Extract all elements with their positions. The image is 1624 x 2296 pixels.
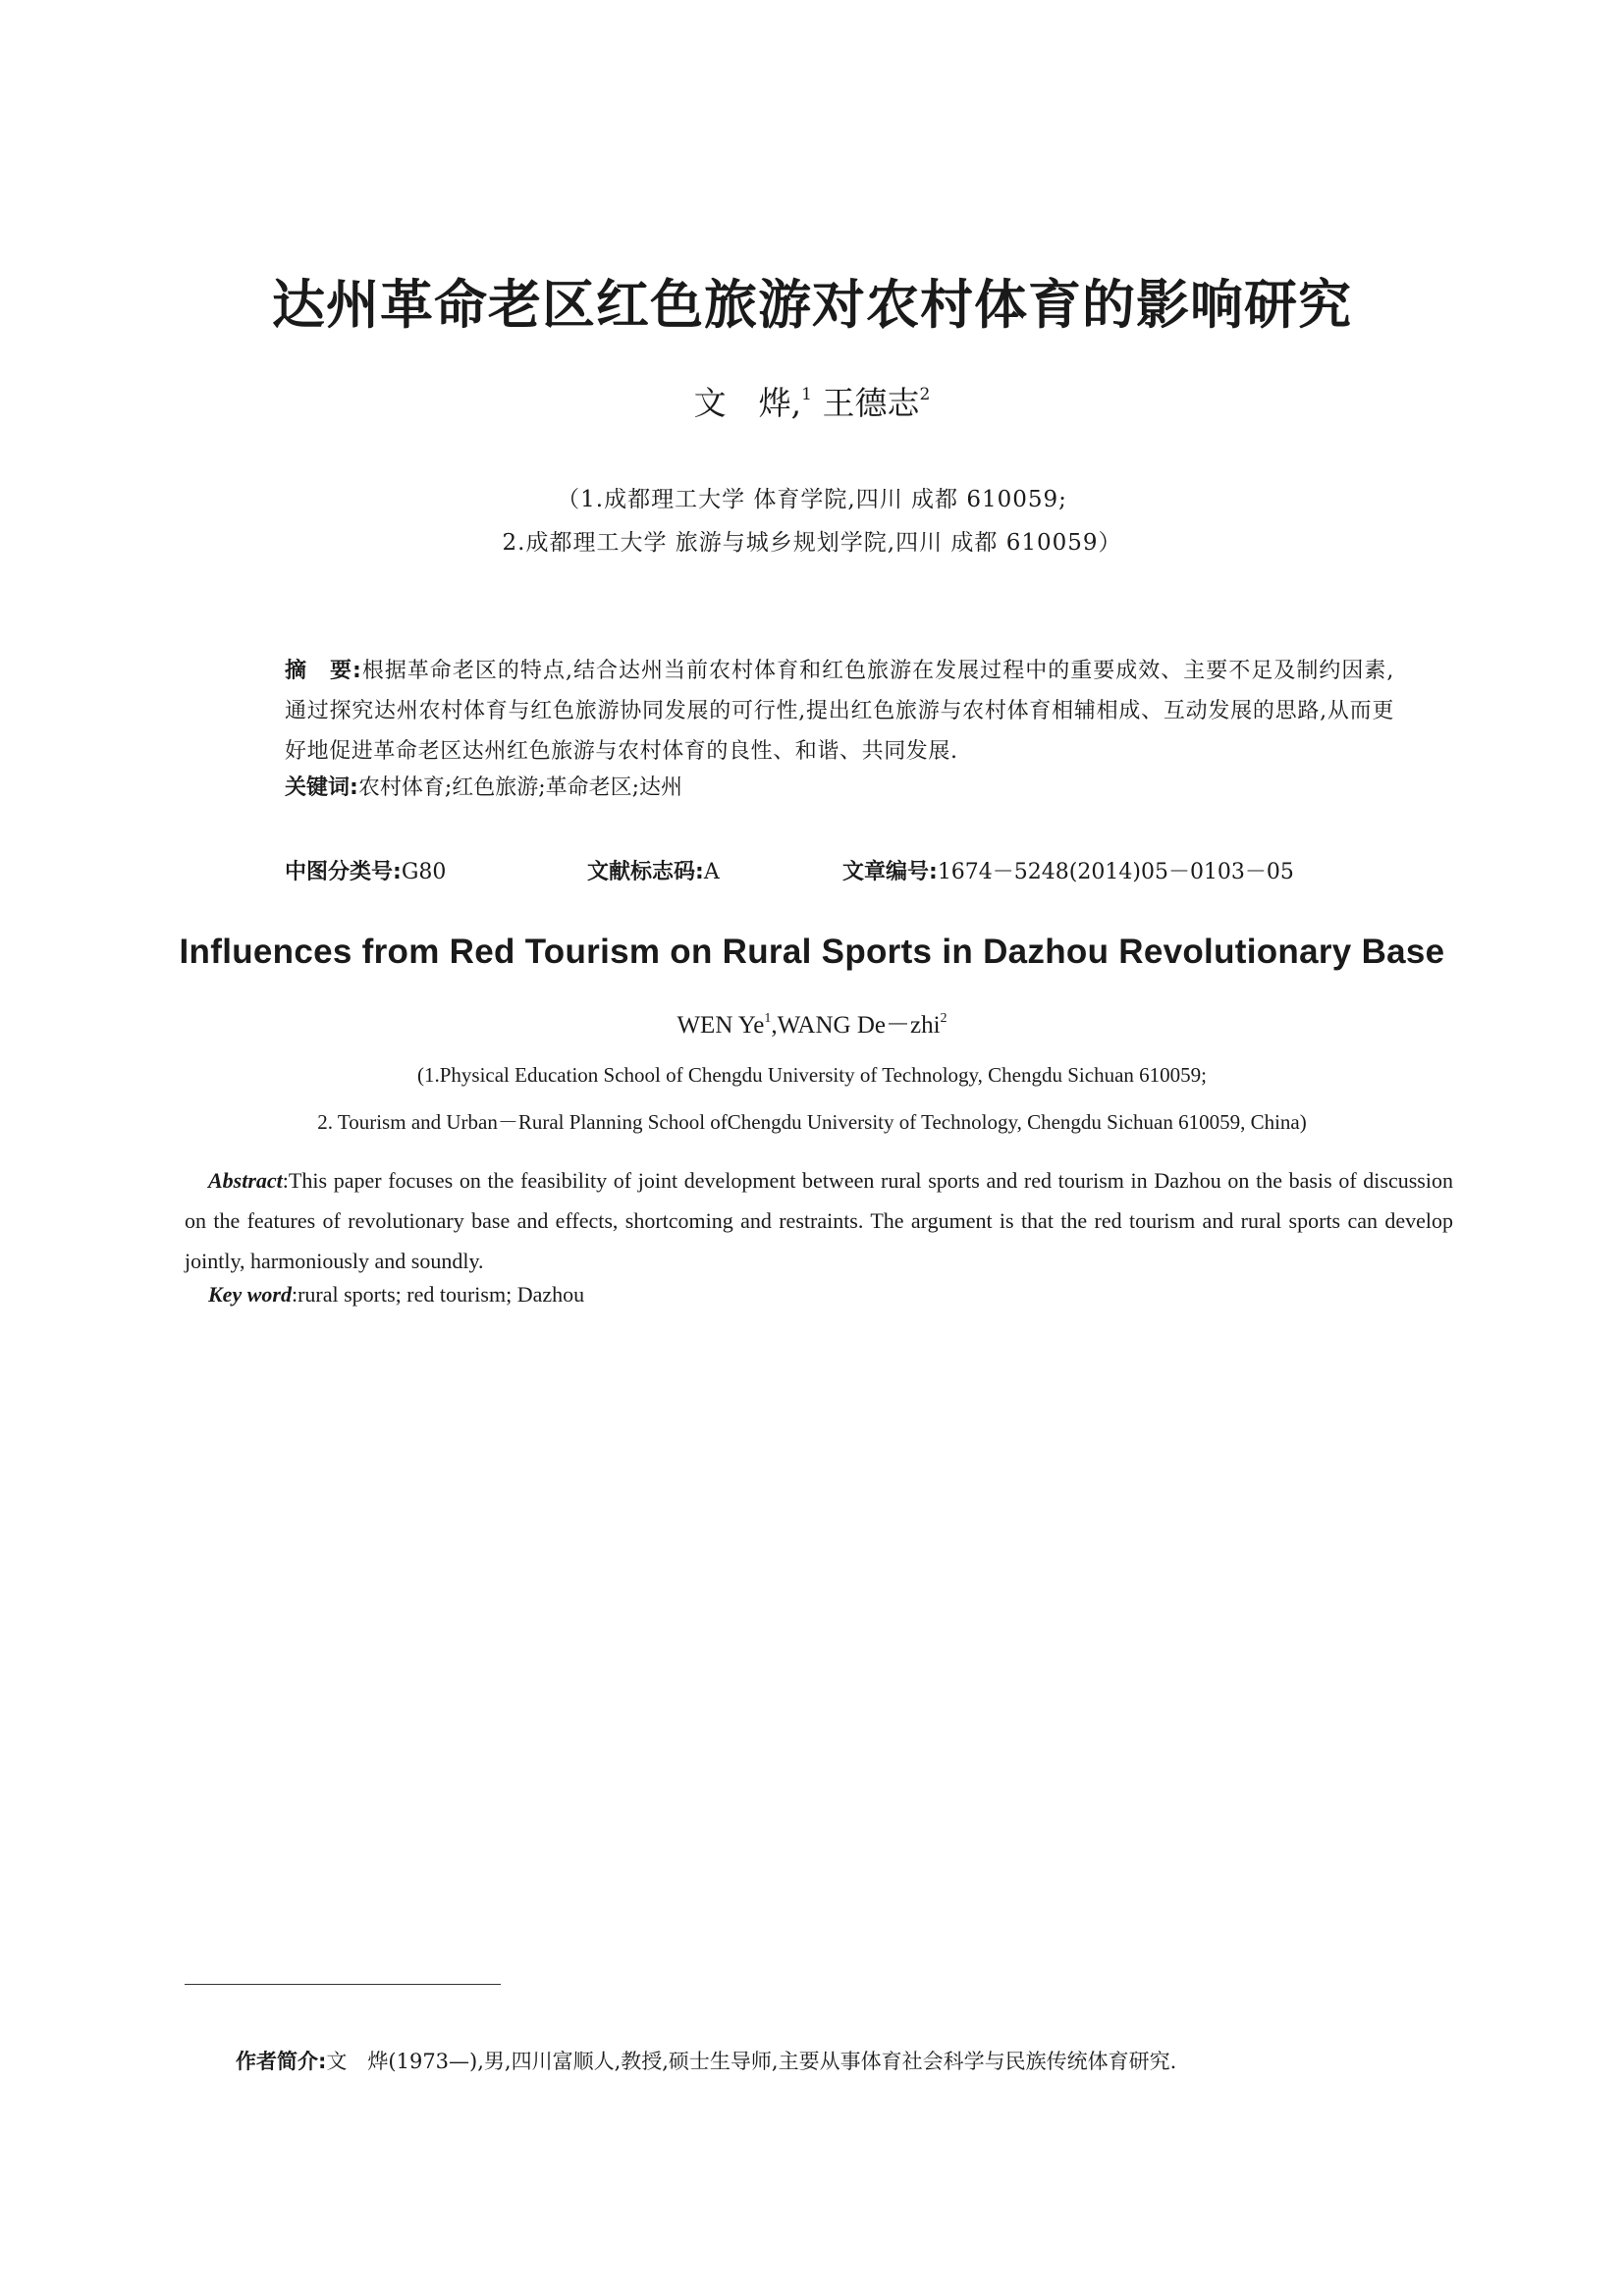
english-affiliation-2: 2. Tourism and Urban－Rural Planning School ofChengdu University of Technology, Chengdu Sichuan 610059, China) bbox=[317, 1110, 1307, 1134]
chinese-title: 达州革命老区红色旅游对农村体育的影响研究 bbox=[272, 273, 1352, 336]
chinese-keywords-label: 关键词: bbox=[285, 775, 358, 800]
english-keywords-text: :rural sports; red tourism; Dazhou bbox=[291, 1282, 585, 1307]
chinese-author-2: 王德志 bbox=[812, 384, 920, 422]
author-1-affiliation-mark: 1 bbox=[801, 385, 812, 404]
article-number-value: 1674－5248(2014)05－0103－05 bbox=[937, 860, 1294, 884]
chinese-affiliation-1: （1.成都理工大学 体育学院,四川 成都 610059; bbox=[557, 487, 1067, 512]
english-author-1-mark: 1 bbox=[764, 1011, 772, 1026]
chinese-abstract-text: 根据革命老区的特点,结合达州当前农村体育和红色旅游在发展过程中的重要成效、主要不足及制约因素,通过探究达州农村体育与红色旅游协同发展的可行性,提出红色旅游与农村体育相辅相成、互动发展的思路,从而更好地促进革命老区达州红色旅游与农村体育的良性、和谐、共同发展. bbox=[285, 659, 1394, 764]
chinese-abstract-label: 摘 要: bbox=[285, 659, 362, 683]
chinese-keywords-text: 农村体育;红色旅游;革命老区;达州 bbox=[357, 775, 683, 800]
document-code-value: A bbox=[703, 860, 720, 884]
author-footnote bbox=[236, 2046, 1176, 2075]
english-author-1: WEN Ye bbox=[677, 1012, 765, 1039]
author-2-affiliation-mark: 2 bbox=[919, 385, 931, 404]
footnote-divider bbox=[185, 1984, 501, 1985]
footnote-label: 作者简介: bbox=[236, 2050, 327, 2073]
clc-value: G80 bbox=[401, 860, 447, 884]
english-author-2-mark: 2 bbox=[940, 1011, 947, 1026]
chinese-abstract bbox=[285, 651, 1394, 772]
chinese-authors bbox=[0, 378, 1624, 424]
english-abstract bbox=[185, 1160, 1453, 1281]
english-author-2: ,WANG De－zhi bbox=[771, 1012, 941, 1039]
english-keywords-label: Key word bbox=[208, 1282, 292, 1307]
footnote-text: 文 烨(1973—),男,四川富顺人,教授,硕士生导师,主要从事体育社会科学与民族传统体育研究. bbox=[326, 2050, 1177, 2073]
english-title: Influences from Red Tourism on Rural Sports in Dazhou Revolutionary Base bbox=[179, 933, 1445, 971]
english-abstract-text: :This paper focuses on the feasibility of joint development between rural sports and red tourism in Dazhou on the basis of discussion on the features of revolutionary base and effects, shortcoming and restraints. The argument is that the red tourism and rural sports can develop jointly, harmoniously and soundly. bbox=[185, 1168, 1453, 1273]
article-number-label: 文章编号: bbox=[842, 860, 938, 884]
document-code-label: 文献标志码: bbox=[587, 860, 704, 884]
article-number bbox=[842, 855, 1294, 885]
clc-label: 中图分类号: bbox=[285, 860, 402, 884]
english-keywords bbox=[208, 1282, 584, 1308]
english-abstract-label: Abstract bbox=[208, 1168, 283, 1193]
clc-number bbox=[285, 855, 446, 885]
chinese-keywords bbox=[285, 771, 682, 801]
document-code bbox=[587, 855, 720, 885]
chinese-affiliation-2: 2.成都理工大学 旅游与城乡规划学院,四川 成都 610059） bbox=[502, 530, 1122, 556]
chinese-author-1: 文 烨, bbox=[693, 384, 802, 422]
english-affiliation-1: (1.Physical Education School of Chengdu University of Technology, Chengdu Sichuan 610059; bbox=[416, 1063, 1207, 1087]
english-authors bbox=[0, 1005, 1624, 1041]
